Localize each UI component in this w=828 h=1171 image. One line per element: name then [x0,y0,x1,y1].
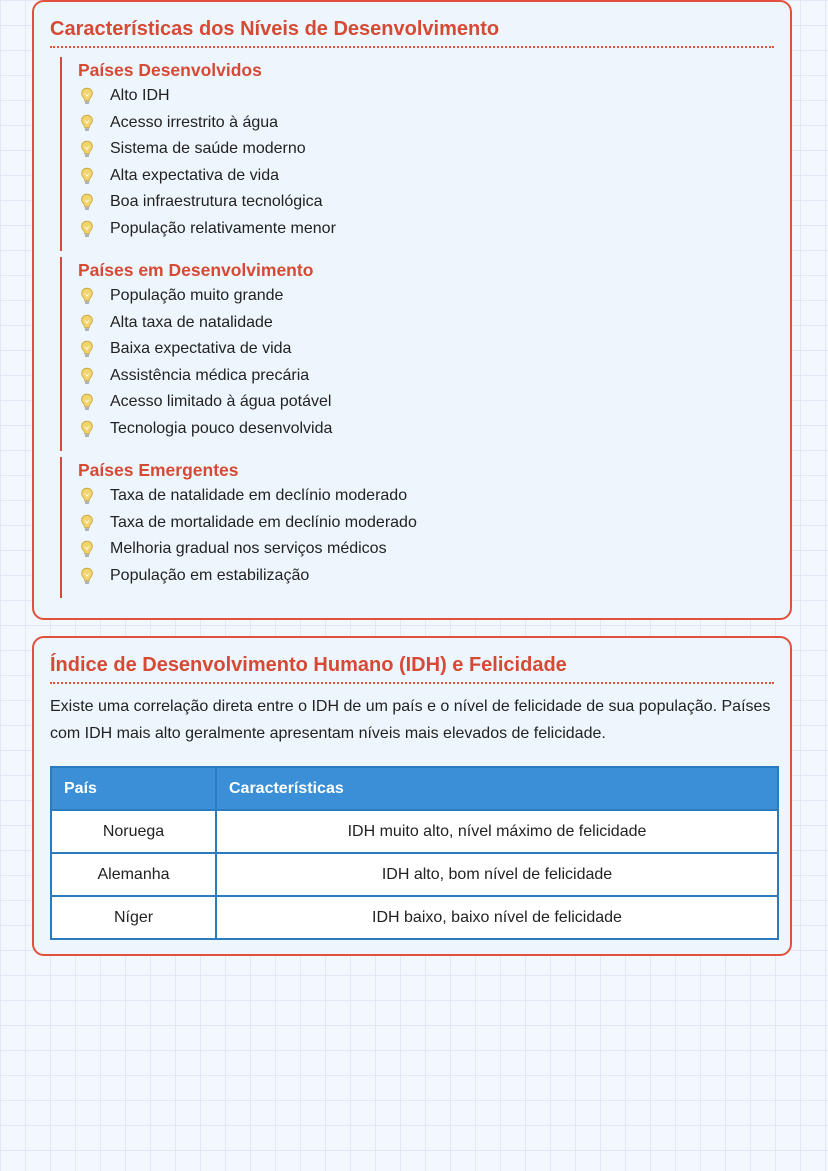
list-item-text: Assistência médica precária [110,366,310,384]
list-item-text: Sistema de saúde moderno [110,140,306,158]
table-header-row [51,767,778,810]
lightbulb-icon [80,167,94,185]
list-item [62,136,774,163]
lightbulb-icon [80,540,94,558]
list-item [62,189,774,216]
list-item-text: Acesso irrestrito à água [110,113,279,131]
table-row [51,810,778,853]
list-item [62,363,774,390]
list-item [62,389,774,416]
lightbulb-icon [80,487,94,505]
list-item [62,510,774,537]
list-item-text: Boa infraestrutura tecnológica [110,193,323,211]
item-list [62,283,774,442]
item-list [62,83,774,242]
lightbulb-icon [80,367,94,385]
table-cell-characteristics: IDH muito alto, nível máximo de felicidade [216,810,778,853]
list-item [62,483,774,510]
list-item-text: Alta taxa de natalidade [110,313,273,331]
list-item-text: Acesso limitado à água potável [110,393,332,411]
list-item-text: Alta expectativa de vida [110,166,279,184]
lightbulb-icon [80,220,94,238]
lightbulb-icon [80,340,94,358]
group-developing [60,257,774,451]
group-developed [60,57,774,251]
table-cell-characteristics: IDH alto, bom nível de felicidade [216,853,778,896]
list-item [62,216,774,243]
lightbulb-icon [80,114,94,132]
lightbulb-icon [80,420,94,438]
table-row [51,896,778,939]
lightbulb-icon [80,314,94,332]
list-item [62,536,774,563]
list-item-text: Alto IDH [110,87,170,105]
list-item-text: Tecnologia pouco desenvolvida [110,419,333,437]
lightbulb-icon [80,393,94,411]
idh-table [50,766,779,940]
list-item-text: População relativamente menor [110,219,336,237]
table-cell-country: Noruega [51,810,216,853]
group-title: Países em Desenvolvimento [78,260,314,280]
item-list [62,483,774,589]
list-item [62,83,774,110]
column-header-characteristics: Características [216,767,778,810]
group-emerging [60,457,774,598]
list-item [62,336,774,363]
group-title: Países Desenvolvidos [78,60,262,80]
lightbulb-icon [80,193,94,211]
lightbulb-icon [80,514,94,532]
list-item [62,283,774,310]
lightbulb-icon [80,140,94,158]
list-item-text: População em estabilização [110,566,310,584]
list-item-text: Taxa de mortalidade em declínio moderado [110,513,417,531]
development-levels-title: Características dos Níveis de Desenvolvimento [50,18,774,48]
list-item-text: População muito grande [110,287,284,305]
list-item-text: Taxa de natalidade em declínio moderado [110,487,408,505]
lightbulb-icon [80,287,94,305]
table-cell-country: Níger [51,896,216,939]
group-title: Países Emergentes [78,460,239,480]
table-cell-country: Alemanha [51,853,216,896]
idh-section-title: Índice de Desenvolvimento Humano (IDH) e Felicidade [50,654,774,684]
list-item-text: Melhoria gradual nos serviços médicos [110,540,387,558]
idh-paragraph: Existe uma correlação direta entre o IDH de um país e o nível de felicidade de sua população. Países com IDH mais alto geralmente apresentam níveis mais elevados de felicidade. [50,698,771,742]
table-cell-characteristics: IDH baixo, baixo nível de felicidade [216,896,778,939]
list-item [62,416,774,443]
list-item [62,563,774,590]
list-item [62,163,774,190]
table-row [51,853,778,896]
idh-happiness-card [32,636,792,956]
list-item [62,310,774,337]
list-item [62,110,774,137]
column-header-country: País [51,767,216,810]
list-item-text: Baixa expectativa de vida [110,340,292,358]
lightbulb-icon [80,87,94,105]
development-levels-card [32,0,792,620]
lightbulb-icon [80,567,94,585]
